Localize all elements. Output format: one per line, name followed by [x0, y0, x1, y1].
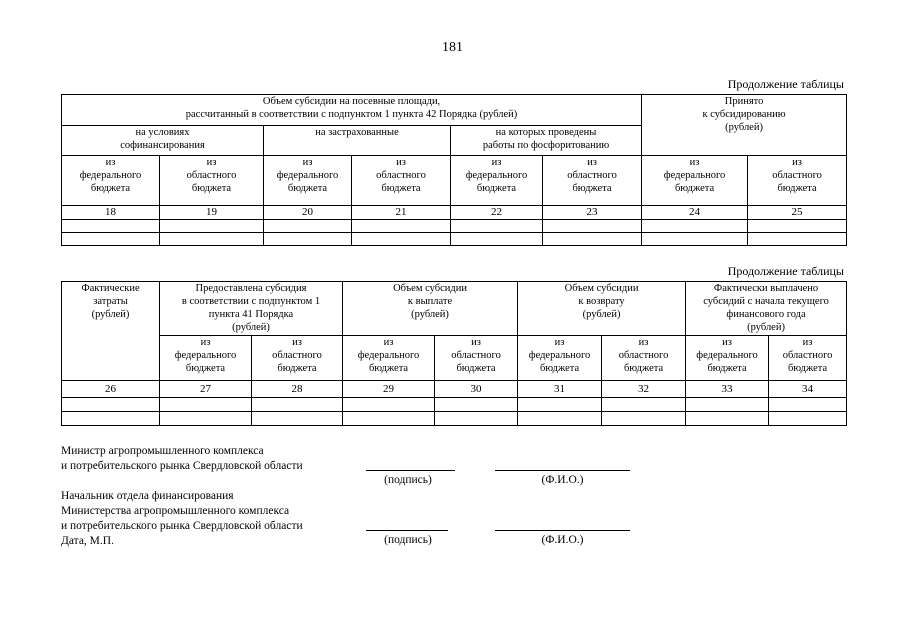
header-subsidy-to-pay: Объем субсидии к выплате (рублей) [343, 282, 518, 336]
column-number: 34 [769, 381, 847, 398]
name-caption: (Ф.И.О.) [541, 534, 584, 546]
header-regional: из областного бюджета [748, 156, 847, 206]
header-provided-subsidy: Предоставлена субсидия в соответствии с подпунктом 1 пункта 41 Порядка (рублей) [160, 282, 343, 336]
column-number: 22 [451, 206, 543, 220]
header-accepted: Принято к субсидированию (рублей) [642, 95, 847, 156]
header-federal: из федерального бюджета [343, 336, 435, 381]
column-number: 26 [62, 381, 160, 398]
continuation-label-2: Продолжение таблицы [727, 264, 844, 278]
header-phosphorite: на которых проведены работы по фосфоритованию [451, 126, 642, 156]
column-number: 31 [518, 381, 602, 398]
table-row [62, 412, 847, 426]
header-regional: из областного бюджета [352, 156, 451, 206]
column-number: 27 [160, 381, 252, 398]
header-regional: из областного бюджета [602, 336, 686, 381]
header-federal: из федерального бюджета [264, 156, 352, 206]
header-federal: из федерального бюджета [451, 156, 543, 206]
header-federal: из федерального бюджета [686, 336, 769, 381]
minister-signature-block: Министр агропромышленного комплекса и потребительского рынка Свердловской области [61, 445, 303, 472]
header-regional: из областного бюджета [769, 336, 847, 381]
subsidy-table-2 [61, 281, 847, 426]
table-row [62, 398, 847, 412]
header-subsidy-volume: Объем субсидии на посевные площади, рассчитанный в соответствии с подпунктом 1 пункта 42 Порядка (рублей) [62, 95, 642, 126]
column-number: 25 [748, 206, 847, 220]
name-line [495, 530, 630, 531]
signature-line [366, 530, 448, 531]
name-caption: (Ф.И.О.) [541, 474, 584, 486]
header-regional: из областного бюджета [543, 156, 642, 206]
header-cofinancing: на условиях софинансирования [62, 126, 264, 156]
page-number: 181 [442, 40, 463, 55]
column-number: 30 [435, 381, 518, 398]
signature-line [366, 470, 455, 471]
header-regional: из областного бюджета [435, 336, 518, 381]
name-line [495, 470, 630, 471]
column-number: 21 [352, 206, 451, 220]
header-regional: из областного бюджета [252, 336, 343, 381]
header-regional: из областного бюджета [160, 156, 264, 206]
header-federal: из федерального бюджета [518, 336, 602, 381]
header-federal: из федерального бюджета [62, 156, 160, 206]
continuation-label-1: Продолжение таблицы [727, 77, 844, 91]
column-number: 24 [642, 206, 748, 220]
table-row [62, 233, 847, 246]
column-number: 28 [252, 381, 343, 398]
header-insured: на застрахованные [264, 126, 451, 156]
column-number: 29 [343, 381, 435, 398]
column-number: 20 [264, 206, 352, 220]
column-number: 18 [62, 206, 160, 220]
column-number: 19 [160, 206, 264, 220]
header-actual-costs: Фактические затраты (рублей) [62, 282, 160, 381]
column-number: 32 [602, 381, 686, 398]
table-row [62, 220, 847, 233]
head-signature-block: Начальник отдела финансирования Министерства агропромышленного комплекса и потребительского рынка Свердловской области Дата, М.П. [61, 490, 303, 547]
header-federal: из федерального бюджета [642, 156, 748, 206]
signature-caption: (подпись) [384, 474, 432, 486]
header-subsidy-to-return: Объем субсидии к возврату (рублей) [518, 282, 686, 336]
subsidy-table-1 [61, 94, 847, 246]
column-number: 33 [686, 381, 769, 398]
header-federal: из федерального бюджета [160, 336, 252, 381]
header-paid-ytd: Фактически выплачено субсидий с начала текущего финансового года (рублей) [686, 282, 847, 336]
signature-caption: (подпись) [384, 534, 432, 546]
column-number: 23 [543, 206, 642, 220]
